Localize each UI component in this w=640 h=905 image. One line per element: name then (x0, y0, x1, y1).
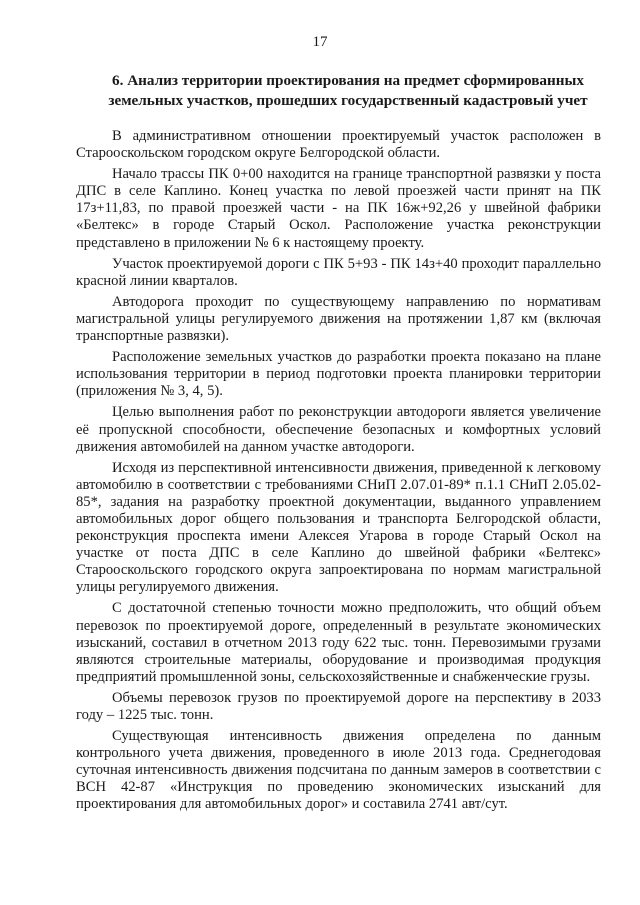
paragraph: Начало трассы ПК 0+00 находится на границе транспортной развязки у поста ДПС в селе Каплино. Конец участка по левой проезжей части принят на ПК 17з+11,83, по правой проезжей части - на ПК 16ж+92,26 у швейной фабрики «Белтекс» в городе Старый Оскол. Расположение участка реконструкции представлено в приложении № 6 к настоящему проекту. (76, 166, 601, 251)
paragraph: Автодорога проходит по существующему направлению по нормативам магистральной улицы регулируемого движения на протяжении 1,87 км (включая транспортные развязки). (76, 293, 601, 345)
section-heading: 6. Анализ территории проектирования на предмет сформированных земельных участков, прошедших государственный кадастровый учет (108, 72, 588, 109)
paragraph: С достаточной степенью точности можно предположить, что общий объем перевозок по проектируемой дороге, определенный в результате экономических изысканий, составил в отчетном 2013 году 622 тыс. тонн. Перевозимыми грузами являются строительные материалы, оборудование и производимая продукция предприятий промышленной зоны, сельскохозяйственные и снабженческие грузы. (76, 600, 601, 685)
paragraph: В административном отношении проектируемый участок расположен в Старооскольском городском округе Белгородской области. (76, 128, 601, 162)
body-text (76, 128, 601, 818)
paragraph: Объемы перевозок грузов по проектируемой дороге на перспективу в 2033 году – 1225 тыс. тонн. (76, 689, 601, 723)
page-number: 17 (312, 34, 328, 50)
paragraph: Исходя из перспективной интенсивности движения, приведенной к легковому автомобилю в соответствии с требованиями СНиП 2.07.01-89* п.1.1 СНиП 2.05.02-85*, задания на разработку проектной документации, выданного управлением автомобильных дорог общего пользования и транспорта Белгородской области, реконструкция проспекта имени Алексея Угарова в городе Старый Оскол на участке от поста ДПС в селе Каплино до швейной фабрики «Белтекс» Старооскольского городского округа запроектирована по нормам магистральной улицы регулируемого движения. (76, 459, 601, 596)
paragraph: Участок проектируемой дороги с ПК 5+93 - ПК 14з+40 проходит параллельно красной линии кварталов. (76, 255, 601, 289)
paragraph: Расположение земельных участков до разработки проекта показано на плане использования территории в период подготовки проекта планировки территории (приложения № 3, 4, 5). (76, 349, 601, 400)
paragraph: Существующая интенсивность движения определена по данным контрольного учета движения, проведенного в июле 2013 года. Среднегодовая суточная интенсивность движения подсчитана по данным замеров в соответствии с ВСН 42-87 «Инструкция по проведению экономических изысканий для проектирования для автомобильных дорог» и составила 2741 авт/сут. (76, 728, 601, 813)
paragraph: Целью выполнения работ по реконструкции автодороги является увеличение её пропускной способности, обеспечение безопасных и комфортных условий движения автомобилей на данном участке автодороги. (76, 404, 601, 455)
